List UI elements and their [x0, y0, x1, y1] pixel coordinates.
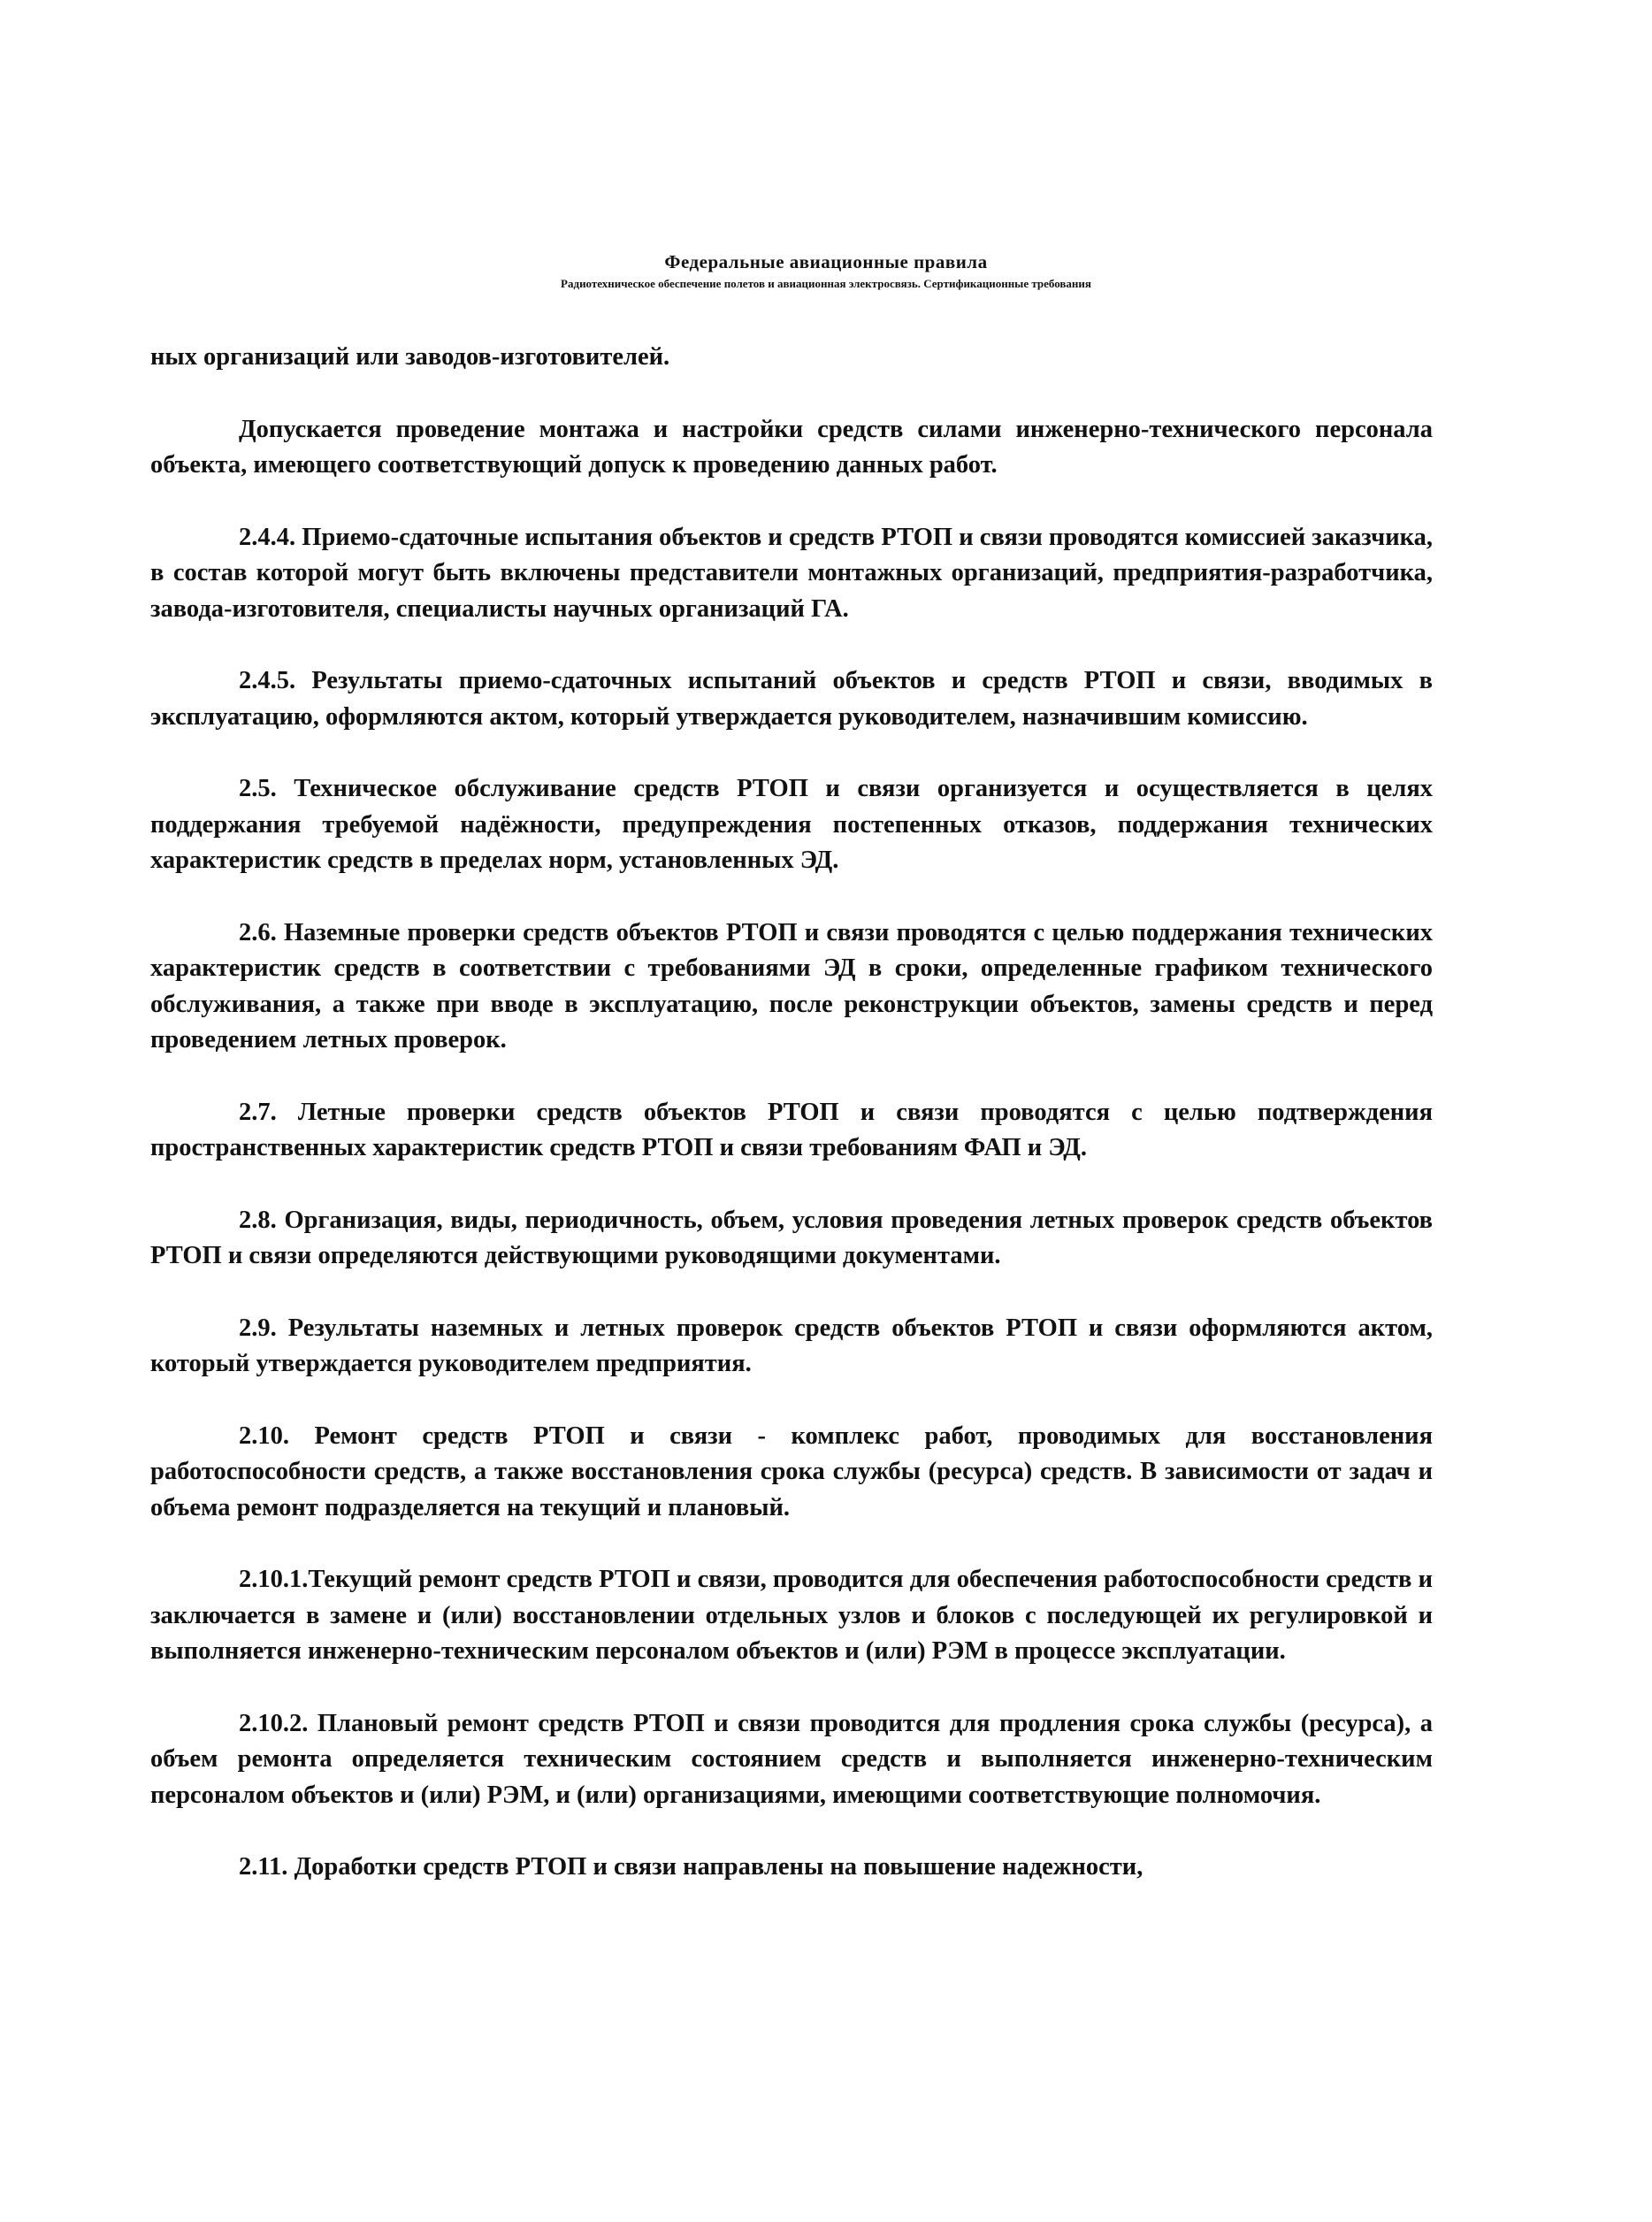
paragraph-number: 2.10.1.: [239, 1566, 309, 1593]
paragraph-number: 2.5.: [239, 775, 277, 802]
paragraph-2-11: [150, 1850, 1433, 1886]
running-header: [0, 249, 1652, 294]
paragraph-text: Приемо-сдаточные испытания объектов и средств РТОП и связи проводятся комиссией заказчика, в состав которой могут быть включены представители монтажных организаций, предприятия-разработчика, завода-изготовителя, специалисты научных организаций ГА.: [150, 523, 1433, 623]
paragraph-2-10-1: [150, 1562, 1433, 1670]
paragraph-text: Доработки средств РТОП и связи направлены на повышение надежности,: [287, 1853, 1143, 1881]
paragraph-number: 2.8.: [239, 1206, 277, 1234]
paragraph-2-10-2: [150, 1706, 1433, 1814]
paragraph-text: Наземные проверки средств объектов РТОП и связи проводятся с целью поддержания технических характеристик средств в соответствии с требованиями ЭД в сроки, определенные графиком технического обслуживания, а также при вводе в эксплуатацию, после реконструкции объектов, замены средств и перед проведением летных проверок.: [150, 918, 1433, 1054]
paragraph-text: Результаты приемо-сдаточных испытаний объектов и средств РТОП и связи, вводимых в эксплуатацию, оформляются актом, который утверждается руководителем, назначившим комиссию.: [150, 667, 1433, 731]
paragraph-2-4-5: [150, 663, 1433, 735]
paragraph-2-5: [150, 771, 1433, 879]
paragraph-text: Техническое обслуживание средств РТОП и связи организуется и осуществляется в целях поддержания требуемой надёжности, предупреждения постепенных отказов, поддержания технических характеристик средств в пределах норм, установленных ЭД.: [150, 775, 1433, 874]
header-title: Федеральные авиационные правила: [664, 251, 988, 272]
paragraph-text: Текущий ремонт средств РТОП и связи, проводится для обеспечения работоспособности средств и заключается в замене и (или) восстановлении отдельных узлов и блоков с последующей их регулировкой и выполняется инженерно-техническим персоналом объектов и (или) РЭМ в процессе эксплуатации.: [150, 1566, 1433, 1665]
paragraph-text: Организация, виды, периодичность, объем, условия проведения летных проверок средств объектов РТОП и связи определяются действующими руководящими документами.: [150, 1206, 1433, 1269]
document-body: [150, 340, 1433, 1922]
paragraph-text: Ремонт средств РТОП и связи - комплекс работ, проводимых для восстановления работоспособности средств, а также восстановления срока службы (ресурса) средств. В зависимости от задач и объема ремонт подразделяется на текущий и плановый.: [150, 1421, 1433, 1521]
paragraph-2-7: [150, 1095, 1433, 1167]
header-subtitle: Радиотехническое обеспечение полетов и авиационная электросвязь. Сертификационные требования: [561, 277, 1091, 290]
paragraph-number: 2.6.: [239, 918, 277, 946]
paragraph-2-4-4: [150, 520, 1433, 628]
paragraph-text: Результаты наземных и летных проверок средств объектов РТОП и связи оформляются актом, который утверждается руководителем предприятия.: [150, 1314, 1433, 1377]
paragraph-number: 2.11.: [239, 1853, 288, 1881]
paragraph-number: 2.7.: [239, 1098, 277, 1126]
paragraph-text: Допускается проведение монтажа и настройки средств силами инженерно-технического персонала объекта, имеющего соответствующий допуск к проведению данных работ.: [150, 415, 1433, 479]
paragraph-2-8: [150, 1203, 1433, 1275]
paragraph-text: Летные проверки средств объектов РТОП и связи проводятся с целью подтверждения пространственных характеристик средств РТОП и связи требованиям ФАП и ЭД.: [150, 1098, 1433, 1161]
paragraph: [150, 412, 1433, 484]
paragraph-2-10: [150, 1419, 1433, 1527]
paragraph-text: Плановый ремонт средств РТОП и связи проводится для продления срока службы (ресурса), а объем ремонта определяется техническим состоянием средств и выполняется инженерно-техническим персоналом объектов и (или) РЭМ, и (или) организациями, имеющими соответствующие полномочия.: [150, 1709, 1433, 1809]
paragraph-number: 2.4.4.: [239, 523, 296, 551]
paragraph-text: ных организаций или заводов-изготовителей.: [150, 343, 670, 371]
paragraph-number: 2.10.2.: [239, 1709, 309, 1737]
paragraph-continuation: [150, 340, 1433, 376]
paragraph-number: 2.4.5.: [239, 667, 296, 694]
paragraph-2-6: [150, 916, 1433, 1059]
paragraph-2-9: [150, 1311, 1433, 1383]
paragraph-number: 2.10.: [239, 1421, 289, 1450]
paragraph-number: 2.9.: [239, 1314, 277, 1342]
